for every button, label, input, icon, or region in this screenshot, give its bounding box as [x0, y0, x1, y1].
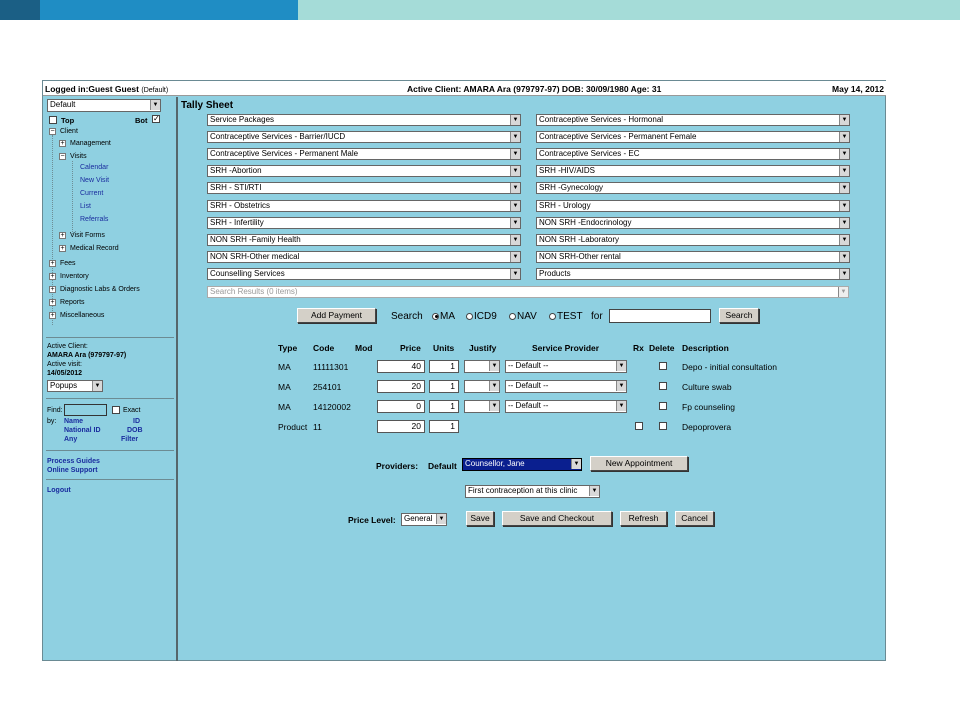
service-category-label: NON SRH -Laboratory [539, 234, 620, 244]
service-category-label: SRH - Obstetrics [210, 200, 271, 210]
chevron-down-icon: ▼ [839, 218, 849, 228]
tree-new-visit[interactable]: New Visit [80, 177, 110, 184]
tree-visits[interactable]: Visits [70, 153, 87, 160]
service-category-label: SRH - STI/RTI [210, 183, 262, 193]
find-by-any[interactable]: Any [64, 436, 78, 443]
service-category-label: SRH - Infertility [210, 217, 264, 227]
divider [46, 479, 174, 480]
collapse-icon[interactable]: − [60, 153, 65, 160]
tree-management[interactable]: Management [70, 140, 111, 147]
chevron-down-icon: ▼ [839, 166, 849, 176]
service-category-select[interactable] [207, 131, 521, 143]
chevron-down-icon: ▼ [839, 269, 849, 279]
chevron-down-icon: ▼ [436, 514, 446, 524]
service-category-label: Contraceptive Services - Hormonal [539, 115, 664, 124]
tree-client[interactable]: Client [60, 128, 78, 135]
row-description: Fp counseling [682, 402, 735, 412]
service-category-label: Products [539, 268, 571, 278]
tree-current[interactable]: Current [80, 190, 104, 197]
find-by-label: by: [47, 418, 57, 425]
tree-reports[interactable]: Reports [60, 299, 85, 306]
active-visit-label: Active visit: [47, 361, 83, 368]
chevron-down-icon: ▼ [510, 269, 520, 279]
service-category-label: Contraceptive Services - EC [539, 149, 640, 159]
expand-icon[interactable]: + [50, 299, 55, 306]
row-description: Depoprovera [682, 422, 732, 432]
row-price-input[interactable]: 40 [377, 360, 425, 373]
popups-select[interactable]: Popups ▼ [47, 380, 103, 392]
row-type: Product [278, 422, 308, 432]
sidebar [43, 97, 178, 661]
chevron-down-icon: ▼ [838, 287, 848, 297]
bot-label: Bot [135, 116, 148, 125]
chevron-down-icon: ▼ [510, 201, 520, 211]
cancel-button[interactable]: Cancel [675, 511, 714, 526]
chevron-down-icon: ▼ [616, 401, 626, 411]
row-justify-select[interactable] [464, 400, 500, 413]
row-delete-checkbox[interactable] [659, 402, 667, 410]
service-category-label: Contraceptive Services - Permanent Female [539, 132, 697, 142]
chevron-down-icon: ▼ [616, 361, 626, 371]
chevron-down-icon: ▼ [839, 201, 849, 211]
service-category-label: SRH -Abortion [210, 166, 262, 176]
service-category-select[interactable] [207, 234, 521, 246]
active-client-label: Active Client: [47, 343, 88, 350]
service-category-label: SRH -HIV/AIDS [539, 166, 596, 176]
provider-select[interactable]: Counsellor, Jane ▼ [462, 458, 582, 471]
service-category-select[interactable] [207, 114, 521, 126]
chevron-down-icon: ▼ [510, 115, 520, 125]
row-delete-checkbox[interactable] [659, 422, 667, 430]
chevron-down-icon: ▼ [510, 252, 520, 262]
col-price: Price [400, 343, 421, 353]
top-header [43, 81, 886, 96]
visit-reason-select[interactable]: First contraception at this clinic ▼ [465, 485, 600, 498]
row-type: MA [278, 382, 291, 392]
find-input[interactable] [64, 404, 107, 416]
service-category-select[interactable] [536, 251, 850, 263]
refresh-button[interactable]: Refresh [620, 511, 667, 526]
chevron-down-icon: ▼ [489, 381, 499, 391]
search-label: Search [391, 311, 423, 322]
service-category-select[interactable] [536, 114, 850, 126]
search-button[interactable]: Search [719, 308, 759, 323]
active-visit-date: 14/05/2012 [47, 370, 83, 377]
tree-inventory[interactable]: Inventory [60, 273, 89, 280]
main-panel [180, 97, 886, 661]
tree-medical-record[interactable]: Medical Record [70, 245, 119, 252]
tree-calendar[interactable]: Calendar [80, 164, 109, 171]
row-delete-checkbox[interactable] [659, 362, 667, 370]
chevron-down-icon: ▼ [571, 459, 581, 469]
radio-icon [432, 313, 439, 320]
tree-list[interactable]: List [80, 203, 91, 210]
chevron-down-icon: ▼ [489, 361, 499, 371]
service-category-label: Contraceptive Services - Barrier/IUCD [210, 132, 346, 142]
expand-icon[interactable]: + [60, 140, 65, 147]
row-description: Culture swab [682, 382, 732, 392]
expand-icon[interactable]: + [50, 286, 55, 293]
search-option-nav[interactable]: NAV [509, 311, 537, 322]
row-provider-select[interactable] [505, 380, 627, 393]
service-category-label: NON SRH-Other medical [210, 251, 300, 261]
row-provider-select[interactable] [505, 400, 627, 413]
app-window [42, 80, 886, 661]
active-client-name: AMARA Ara (979797-97) [47, 352, 127, 359]
row-rx-checkbox[interactable] [635, 422, 643, 430]
divider [46, 398, 174, 399]
service-category-label: Counselling Services [210, 268, 285, 278]
service-category-select[interactable] [536, 182, 850, 194]
search-option-ma[interactable]: MA [432, 311, 455, 322]
service-category-label: Contraceptive Services - Permanent Male [210, 149, 359, 159]
expand-icon[interactable]: + [50, 260, 55, 267]
service-category-select[interactable] [536, 200, 850, 212]
col-rx: Rx [633, 343, 644, 353]
tree-line [72, 161, 73, 234]
service-category-select[interactable] [207, 251, 521, 263]
service-category-label: SRH - Urology [539, 200, 591, 210]
radio-icon [549, 313, 556, 320]
chevron-down-icon: ▼ [839, 252, 849, 262]
expand-icon[interactable]: + [60, 245, 65, 252]
search-results-select[interactable]: Search Results (0 items) ▼ [207, 286, 849, 298]
service-category-select[interactable] [536, 165, 850, 177]
row-price-input[interactable]: 20 [377, 380, 425, 393]
find-label: Find: [47, 407, 63, 414]
active-client-info: Active Client: AMARA Ara (979797-97) DOB: 30/09/1980 Age: 31 [407, 84, 662, 94]
find-by-id[interactable]: ID [133, 418, 140, 425]
price-level-label: Price Level: [348, 515, 396, 525]
row-code: 14120002 [313, 402, 351, 412]
row-provider-label: -- Default -- [508, 361, 549, 370]
slide-accent-mid [40, 0, 298, 20]
providers-label: Providers: [376, 461, 419, 471]
find-by-dob[interactable]: DOB [127, 427, 143, 434]
chevron-down-icon: ▼ [839, 149, 849, 159]
chevron-down-icon: ▼ [92, 381, 102, 391]
logged-in-text: Logged in:Guest Guest (Default) [45, 84, 169, 94]
tree-line [52, 135, 53, 325]
tree-fees[interactable]: Fees [60, 260, 76, 267]
col-units: Units [433, 343, 455, 353]
row-description: Depo - initial consultation [682, 362, 777, 372]
service-category-label: NON SRH -Endocrinology [539, 217, 632, 227]
search-option-icd9[interactable]: ICD9 [466, 311, 497, 322]
chevron-down-icon: ▼ [839, 132, 849, 142]
find-by-name[interactable]: Name [64, 418, 84, 425]
row-units-input[interactable]: 1 [429, 360, 459, 373]
current-date: May 14, 2012 [832, 84, 884, 94]
chevron-down-icon: ▼ [510, 218, 520, 228]
service-category-select[interactable] [536, 268, 850, 280]
top-label: Top [61, 116, 75, 125]
row-code: 254101 [313, 382, 342, 392]
top-checkbox[interactable] [49, 116, 57, 124]
service-category-select[interactable] [536, 148, 850, 160]
service-category-select[interactable] [207, 165, 521, 177]
row-justify-select[interactable] [464, 380, 500, 393]
service-category-select[interactable] [536, 234, 850, 246]
chevron-down-icon: ▼ [839, 115, 849, 125]
chevron-down-icon: ▼ [839, 183, 849, 193]
tree-visit-forms[interactable]: Visit Forms [70, 232, 105, 239]
bot-checkbox[interactable]: ✓ [153, 114, 160, 123]
service-category-select[interactable] [207, 268, 521, 280]
col-justify: Justify [469, 343, 497, 353]
row-justify-select[interactable] [464, 360, 500, 373]
providers-default-label: Default [428, 461, 457, 471]
page-title: Tally Sheet [181, 100, 234, 111]
chevron-down-icon: ▼ [489, 401, 499, 411]
profile-select[interactable]: Default ▼ [47, 99, 161, 112]
price-level-select[interactable]: General ▼ [401, 513, 447, 526]
search-input[interactable] [609, 309, 711, 323]
row-provider-select[interactable] [505, 360, 627, 373]
service-category-select[interactable] [536, 131, 850, 143]
row-delete-checkbox[interactable] [659, 382, 667, 390]
chevron-down-icon: ▼ [510, 166, 520, 176]
chevron-down-icon: ▼ [510, 132, 520, 142]
service-category-select[interactable] [536, 217, 850, 229]
radio-icon [466, 313, 473, 320]
row-type: MA [278, 362, 291, 372]
online-support-link[interactable]: Online Support [47, 467, 98, 474]
chevron-down-icon: ▼ [616, 381, 626, 391]
row-price-input[interactable]: 20 [377, 420, 425, 433]
divider [46, 450, 174, 451]
row-code: 11111301 [313, 362, 349, 372]
save-and-checkout-button[interactable]: Save and Checkout [502, 511, 612, 526]
expand-icon[interactable]: + [50, 312, 55, 319]
expand-icon[interactable]: + [60, 232, 65, 239]
search-option-test[interactable]: TEST [549, 311, 583, 322]
divider [46, 337, 174, 338]
chevron-down-icon: ▼ [589, 486, 599, 496]
service-category-select[interactable] [207, 182, 521, 194]
service-category-label: NON SRH -Family Health [210, 234, 301, 244]
chevron-down-icon: ▼ [510, 149, 520, 159]
chevron-down-icon: ▼ [150, 100, 160, 110]
slide-accent-light [298, 0, 960, 20]
row-units-input[interactable]: 1 [429, 420, 459, 433]
collapse-icon[interactable]: − [50, 128, 55, 135]
col-code: Code [313, 343, 335, 353]
logout-link[interactable]: Logout [47, 487, 71, 494]
new-appointment-button[interactable]: New Appointment [590, 456, 688, 471]
service-category-label: SRH -Gynecology [539, 183, 604, 193]
tree-diagnostic-labs[interactable]: Diagnostic Labs & Orders [60, 286, 140, 293]
find-by-national-id[interactable]: National ID [64, 427, 101, 434]
col-delete: Delete [649, 343, 675, 353]
service-category-select[interactable] [207, 148, 521, 160]
row-code: 11 [313, 422, 322, 432]
tree-referrals[interactable]: Referrals [80, 216, 109, 223]
col-service-provider: Service Provider [532, 343, 600, 353]
process-guides-link[interactable]: Process Guides [47, 458, 100, 465]
chevron-down-icon: ▼ [510, 235, 520, 245]
expand-icon[interactable]: + [50, 273, 55, 280]
col-mod: Mod [355, 343, 373, 353]
tree-miscellaneous[interactable]: Miscellaneous [60, 312, 105, 319]
service-category-select[interactable] [207, 200, 521, 212]
service-category-select[interactable] [207, 217, 521, 229]
service-category-label: Service Packages [210, 115, 275, 124]
search-for-label: for [591, 311, 603, 322]
exact-checkbox[interactable] [112, 406, 120, 414]
chevron-down-icon: ▼ [839, 235, 849, 245]
row-units-input[interactable]: 1 [429, 400, 459, 413]
chevron-down-icon: ▼ [510, 183, 520, 193]
row-type: MA [278, 402, 291, 412]
radio-icon [509, 313, 516, 320]
col-type: Type [278, 343, 298, 353]
row-units-input[interactable]: 1 [429, 380, 459, 393]
row-provider-label: -- Default -- [508, 401, 549, 410]
find-filter[interactable]: Filter [121, 436, 139, 443]
row-provider-label: -- Default -- [508, 381, 549, 390]
exact-label: Exact [123, 407, 141, 414]
col-description: Description [682, 343, 729, 353]
service-category-label: NON SRH-Other rental [539, 251, 621, 261]
row-price-input[interactable]: 0 [377, 400, 425, 413]
add-payment-button[interactable]: Add Payment [297, 308, 376, 323]
slide-accent-dark [0, 0, 40, 20]
save-button[interactable]: Save [466, 511, 494, 526]
